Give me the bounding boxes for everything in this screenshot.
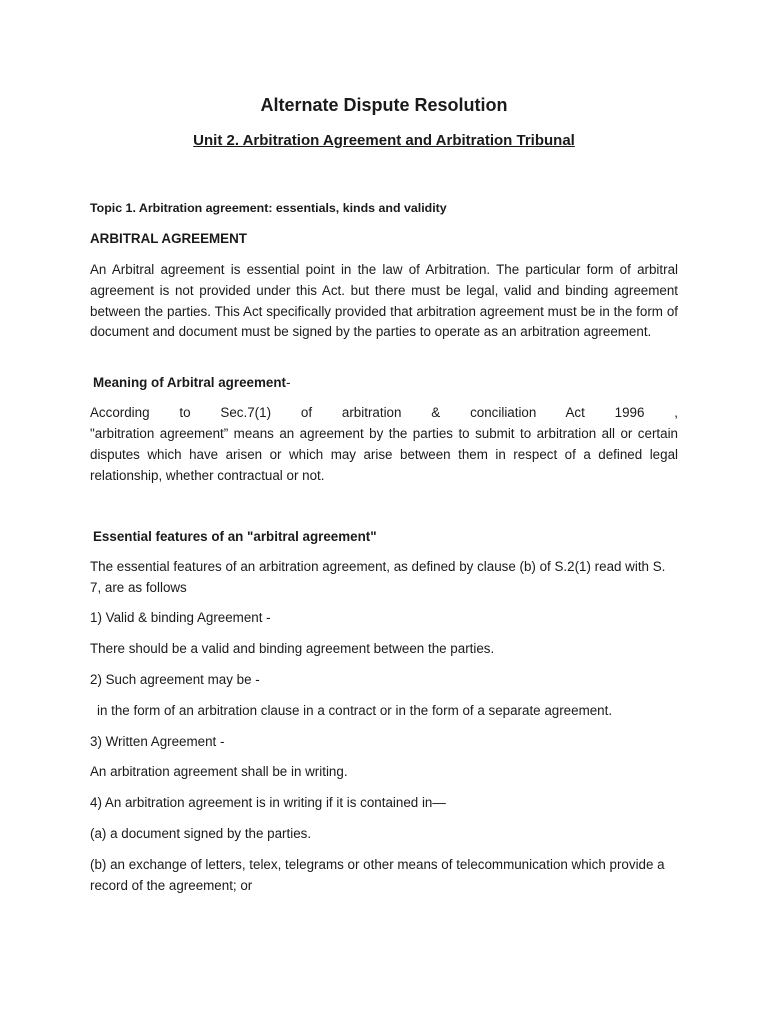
arbitral-agreement-heading: ARBITRAL AGREEMENT [90, 231, 247, 246]
meaning-heading-line [93, 373, 681, 394]
meaning-heading-dash: - [285, 375, 291, 390]
document-subtitle: Unit 2. Arbitration Agreement and Arbitration Tribunal [193, 132, 575, 149]
item-1-heading: 1) Valid & binding Agreement - [90, 610, 271, 625]
arbitral-agreement-paragraph: An Arbitral agreement is essential point in the law of Arbitration. The particular form of arbitral agreement is not provided under this Act. but there must be legal, valid and binding agreement between the parties. This Act specifically provided that arbitration agreement must be in the form of document and document must be signed by the parties to operate as an arbitration agreement. [90, 262, 678, 340]
item-2-text: in the form of an arbitration clause in a contract or in the form of a separate agreement. [97, 703, 613, 718]
meaning-heading: Meaning of Arbitral agreement [93, 375, 286, 390]
item-4a-text: (a) a document signed by the parties. [90, 826, 312, 841]
essential-features-intro: The essential features of an arbitration agreement, as defined by clause (b) of S.2(1) read with S. 7, are as follows [90, 559, 666, 595]
item-4-heading: 4) An arbitration agreement is in writing if it is contained in— [90, 795, 446, 810]
item-1-text: There should be a valid and binding agreement between the parties. [90, 641, 495, 656]
meaning-line-1: According to Sec.7(1) of arbitration & conciliation Act 1996 , [90, 405, 678, 420]
item-3-text: An arbitration agreement shall be in writing. [90, 764, 348, 779]
document-title: Alternate Dispute Resolution [260, 95, 508, 115]
topic-heading: Topic 1. Arbitration agreement: essentials, kinds and validity [90, 201, 447, 215]
item-2-heading: 2) Such agreement may be - [90, 672, 260, 687]
essential-features-heading: Essential features of an "arbitral agreement" [93, 529, 377, 544]
item-3-heading: 3) Written Agreement - [90, 734, 225, 749]
meaning-paragraph: "arbitration agreement” means an agreement by the parties to submit to arbitration all or certain disputes which have arisen or which may arise between them in respect of a defined legal relationship, whether contractual or not. [90, 426, 678, 483]
item-4b-text: (b) an exchange of letters, telex, telegrams or other means of telecommunication which provide a record of the agreement; or [90, 857, 665, 893]
